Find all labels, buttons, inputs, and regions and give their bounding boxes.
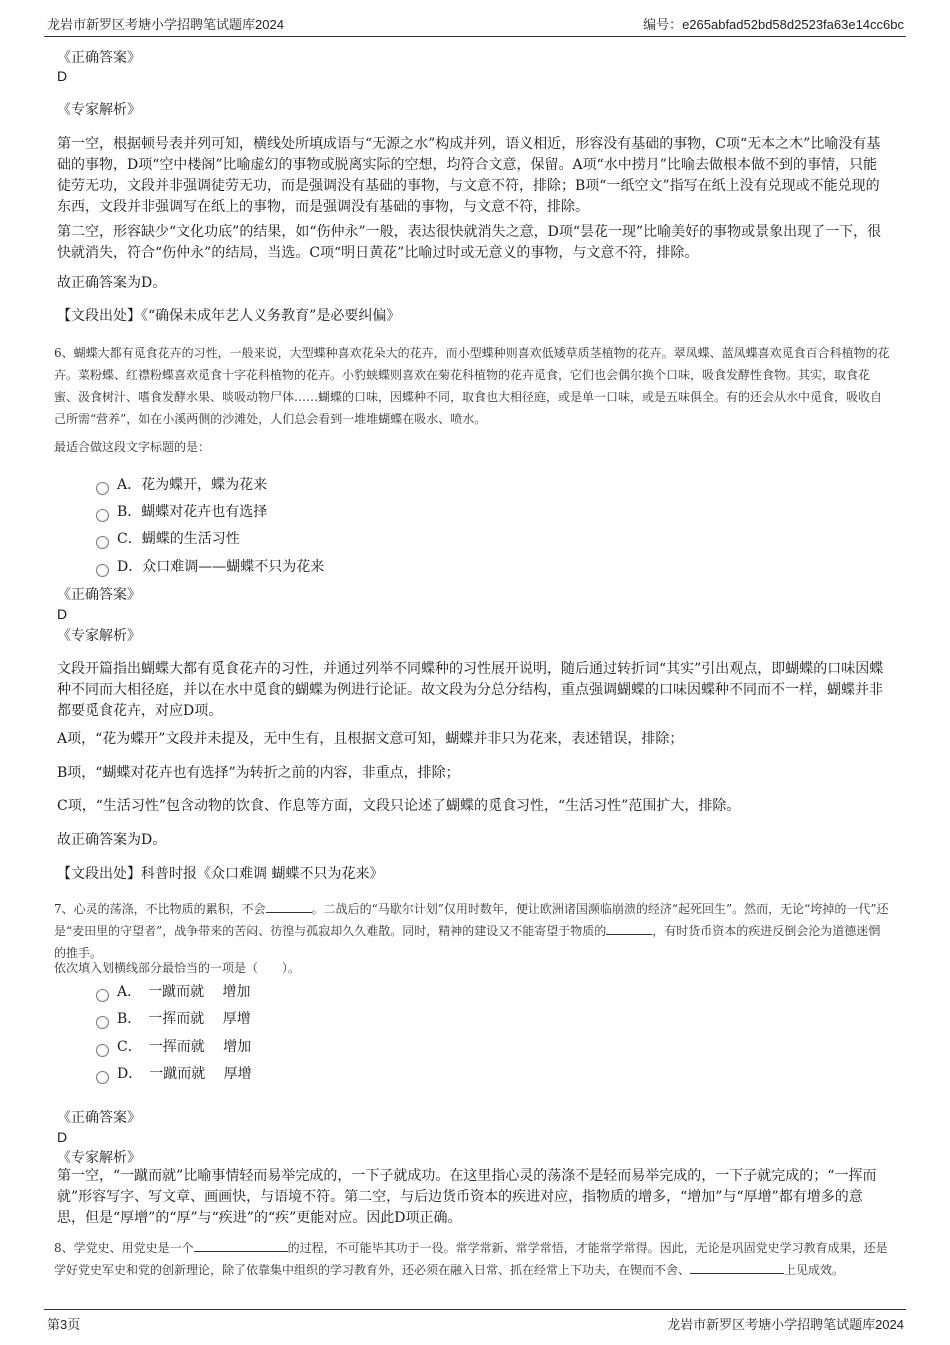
blank-line: [266, 898, 312, 913]
radio-icon[interactable]: [96, 1044, 109, 1057]
question-prompt: 依次填入划横线部分最恰当的一项是（ ）。: [54, 961, 301, 975]
analysis-paragraph: 文段开篇指出蝴蝶大都有觅食花卉的习性，并通过列举不同蝶种的习性展开说明，随后通过转折词“其实”引出观点，即蝴蝶的口味因蝶种不同而大相径庭，并以在水中觅食的蝴蝶为例进行论证。故文段为分总分结构，重点强调蝴蝶的口味因蝶种不同而不一样，蝴蝶并非都要觅食花卉，对应D项。: [57, 661, 884, 719]
source-note: 【文段出处】《“确保未成年艺人义务教育”是必要纠偏》: [57, 308, 401, 324]
option-a[interactable]: A．花为蝶开，蝶为花来: [96, 474, 267, 496]
analysis-paragraph: 第一空，“一蹴而就”比喻事情轻而易举完成的，一下子就成功。在这里指心灵的荡涤不是轻而易举完成的，一下子就完成的；“一挥而就”形容写字、写文章、画画快，与语境不符。第二空，与后边货币资本的疾进对应，指物质的增多，“增加”与“厚增”都有增多的意思，但是“厚增”的“厚”与“疾进”的“疾”更能对应。因此D项正确。: [57, 1168, 877, 1226]
option-d[interactable]: D． 一蹴而就 厚增: [96, 1063, 252, 1085]
analysis-paragraph: A项，“花为蝶开”文段并未提及，无中生有，且根据文意可知，蝴蝶并非只为花来，表述错误，排除；: [57, 731, 684, 747]
option-a[interactable]: A． 一蹴而就 增加: [96, 981, 251, 1003]
header-title: 龙岩市新罗区考塘小学招聘笔试题库2024: [47, 17, 284, 32]
answer-label: 《正确答案》: [57, 50, 141, 66]
answer-value: D: [57, 606, 68, 622]
option-c[interactable]: C． 一挥而就 增加: [96, 1036, 251, 1058]
radio-icon[interactable]: [96, 1016, 109, 1029]
analysis-paragraph: B项，“蝴蝶对花卉也有选择”为转折之前的内容，非重点，排除；: [57, 765, 460, 781]
answer-value: D: [57, 68, 68, 84]
document-id: 编号：e265abfad52bd58d2523fa63e14cc6bc: [643, 17, 904, 32]
radio-icon[interactable]: [96, 509, 109, 522]
answer-value: D: [57, 1129, 68, 1145]
footer-title: 龙岩市新罗区考塘小学招聘笔试题库2024: [667, 1317, 904, 1332]
radio-icon[interactable]: [96, 989, 109, 1002]
source-note: 【文段出处】科普时报《众口难调 蝴蝶不只为花来》: [57, 866, 384, 882]
analysis-conclusion: 故正确答案为D。: [57, 275, 167, 291]
option-d[interactable]: D．众口难调——蝴蝶不只为花来: [96, 556, 324, 578]
analysis-paragraph: 第一空，根据顿号表并列可知，横线处所填成语与“无源之水”构成并列，语义相近，形容没有基础的事物，C项“无本之木”比喻没有基础的事物，D项“空中楼阁”比喻虚幻的事物或脱离实际的空想，均符合文意，保留。A项“水中捞月”比喻去做根本做不到的事情，只能徒劳无功，文段并非强调徒劳无功，而是强调没有基础的事物，与文意不符，排除；B项“一纸空文”指写在纸上没有兑现或不能兑现的东西，文段并非强调写在纸上的事物，而是强调没有基础的事物，与文意不符，排除。: [57, 136, 881, 215]
blank-line: [194, 1237, 288, 1252]
radio-icon[interactable]: [96, 482, 109, 495]
blank-line: [690, 1259, 784, 1274]
question-stem: 8、学党史、用党史是一个 的过程，不可能毕其功于一役。常学常新、常学常悟，才能常学常得。因此，无论是巩固党史学习教育成果，还是学好党史军史和党的创新理论，除了依靠集中组织的学习教育外，还必须在融入日常、抓在经常上下功夫，在锲而不舍、 上见成效。: [54, 1237, 892, 1281]
answer-label: 《正确答案》: [57, 1110, 141, 1126]
option-b[interactable]: B．蝴蝶对花卉也有选择: [96, 501, 267, 523]
option-c[interactable]: C．蝴蝶的生活习性: [96, 528, 240, 550]
blank-line: [606, 920, 652, 935]
header-divider: [44, 36, 906, 37]
analysis-label: 《专家解析》: [57, 102, 141, 118]
question-stem: 7、心灵的荡涤，不比物质的累积，不会 。二战后的“马歇尔计划”仅用时数年，便让欧洲诸国濒临崩溃的经济“起死回生”。然而，无论“垮掉的一代”还是“麦田里的守望者”，战争带来的苦闷、彷徨与孤寂却久久难散。同时，精神的建设又不能寄望于物质的 ，有时货币资本的疾进反倒会沦为道德迷惘的推手。: [54, 898, 892, 964]
page-number: 第3页: [47, 1317, 81, 1332]
analysis-paragraph: C项，“生活习性”包含动物的饮食、作息等方面，文段只论述了蝴蝶的觅食习性，“生活习性”范围扩大，排除。: [57, 798, 741, 814]
radio-icon[interactable]: [96, 564, 109, 577]
radio-icon[interactable]: [96, 1071, 109, 1084]
option-b[interactable]: B． 一挥而就 厚增: [96, 1008, 251, 1030]
analysis-paragraph: 第二空，形容缺少“文化功底”的结果，如“伤仲永”一般，表达很快就消失之意，D项“昙花一现”比喻美好的事物或景象出现了一下，很快就消失，符合“伤仲永”的结局，当选。C项“明日黄花”比喻过时或无意义的事物，与文意不符，排除。: [57, 224, 882, 261]
analysis-label: 《专家解析》: [57, 1150, 141, 1166]
radio-icon[interactable]: [96, 536, 109, 549]
footer-divider: [44, 1309, 906, 1310]
question-prompt: 最适合做这段文字标题的是：: [54, 440, 211, 454]
analysis-label: 《专家解析》: [57, 628, 141, 644]
question-stem: 6、蝴蝶大都有觅食花卉的习性，一般来说，大型蝶种喜欢花朵大的花卉，而小型蝶种则喜欢低矮草质茎植物的花卉。翠凤蝶、蓝凤蝶喜欢觅食百合科植物的花卉。菜粉蝶、红襟粉蝶喜欢觅食十字花科植物的花卉。小豹蛱蝶则喜欢在菊花科植物的花卉觅食，它们也会偶尔换个口味，吸食发酵性食物。其实，取食花蜜、汲食树汁、嗜食发酵水果、啖吸动物尸体……蝴蝶的口味，因蝶种不同，取食也大相径庭，或是单一口味，或是五味俱全。有的还会从水中觅食，吸收自己所需“营养”，如在小溪两侧的沙滩处，人们总会看到一堆堆蝴蝶在吸水、喷水。: [54, 346, 890, 426]
answer-label: 《正确答案》: [57, 587, 141, 603]
analysis-conclusion: 故正确答案为D。: [57, 832, 167, 848]
